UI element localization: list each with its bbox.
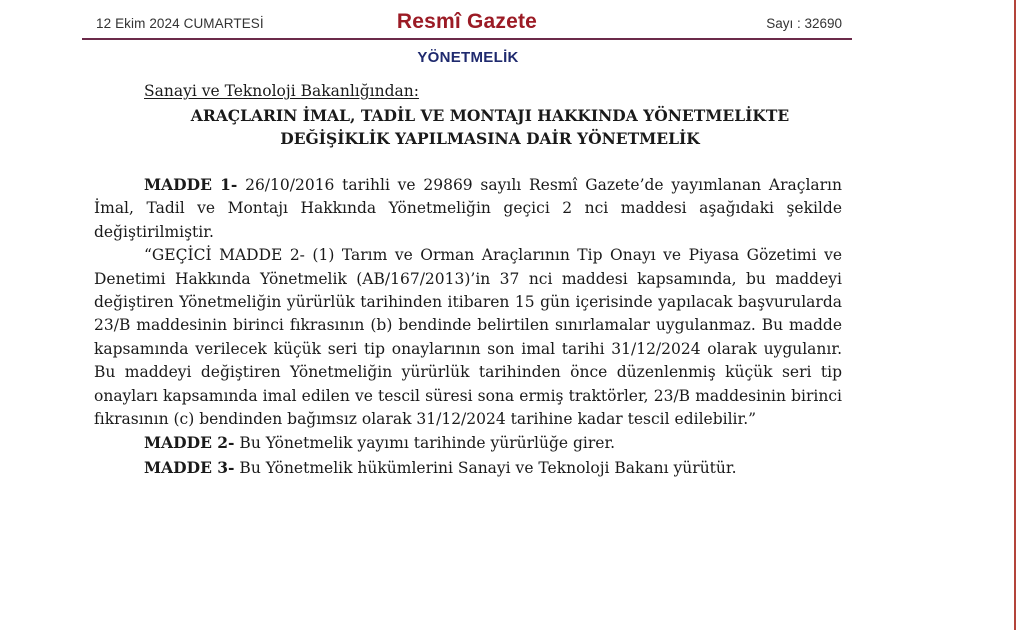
provisional-article-2	[94, 244, 842, 431]
regulation-title-line-1: ARAÇLARIN İMAL, TADİL VE MONTAJI HAKKINDA YÖNETMELİKTE	[190, 106, 790, 125]
article-label: MADDE 3-	[144, 457, 235, 477]
issue-date: 12 Ekim 2024 CUMARTESİ	[96, 16, 264, 31]
regulation-body	[94, 173, 842, 480]
issue-number: Sayı : 32690	[766, 16, 842, 31]
article-text: “GEÇİCİ MADDE 2- (1) Tarım ve Orman Araçlarının Tip Onayı ve Piyasa Gözetimi ve Denetimi Hakkında Yönetmelik (AB/167/2013)’in 37 nci maddesi kapsamında, bu maddeyi değiştiren Yönetmeliğin yürürlük tarihinden itibaren 15 gün içerisinde yapılacak başvurularda 23/B maddesinin birinci fıkrasının (b) bendinde belirtilen sınırlamalar uygulanmaz. Bu madde kapsamında verilecek küçük seri tip onaylarının son imal tarihi 31/12/2024 olarak uygulanır. Bu maddeyi değiştiren Yönetmeliğin yürürlük tarihinden önce düzenlenmiş küçük seri tip onayları kapsamında imal edilen ve tescil süresi sona ermiş traktörler, 23/B maddesinin birinci fıkrasının (c) bendinden bağımsız olarak 31/12/2024 tarihine kadar tescil edilebilir.”	[94, 246, 842, 429]
regulation-title	[140, 104, 840, 150]
gazette-title: Resmî Gazete	[396, 10, 538, 33]
page-edge-line	[1014, 0, 1016, 630]
article-label: MADDE 1-	[144, 175, 238, 194]
article-text: Bu Yönetmelik yayımı tarihinde yürürlüğe girer.	[234, 434, 616, 453]
regulation-title-line-2: DEĞİŞİKLİK YAPILMASINA DAİR YÖNETMELİK	[280, 129, 700, 148]
article-2	[94, 431, 842, 455]
issuing-ministry: Sanayi ve Teknoloji Bakanlığından:	[144, 82, 419, 100]
gazette-header	[82, 8, 852, 38]
article-3	[94, 456, 842, 480]
header-divider	[82, 38, 852, 40]
article-label: MADDE 2-	[144, 433, 235, 453]
section-heading: YÖNETMELİK	[417, 49, 519, 66]
article-1	[94, 173, 842, 244]
article-text: Bu Yönetmelik hükümlerini Sanayi ve Teknoloji Bakanı yürütür.	[234, 458, 737, 477]
article-text: 26/10/2016 tarihli ve 29869 sayılı Resmî Gazete’de yayımlanan Araçların İmal, Tadil ve Montajı Hakkında Yönetmeliğin geçici 2 nci maddesi aşağıdaki şekilde değiştirilmiştir.	[94, 176, 842, 241]
